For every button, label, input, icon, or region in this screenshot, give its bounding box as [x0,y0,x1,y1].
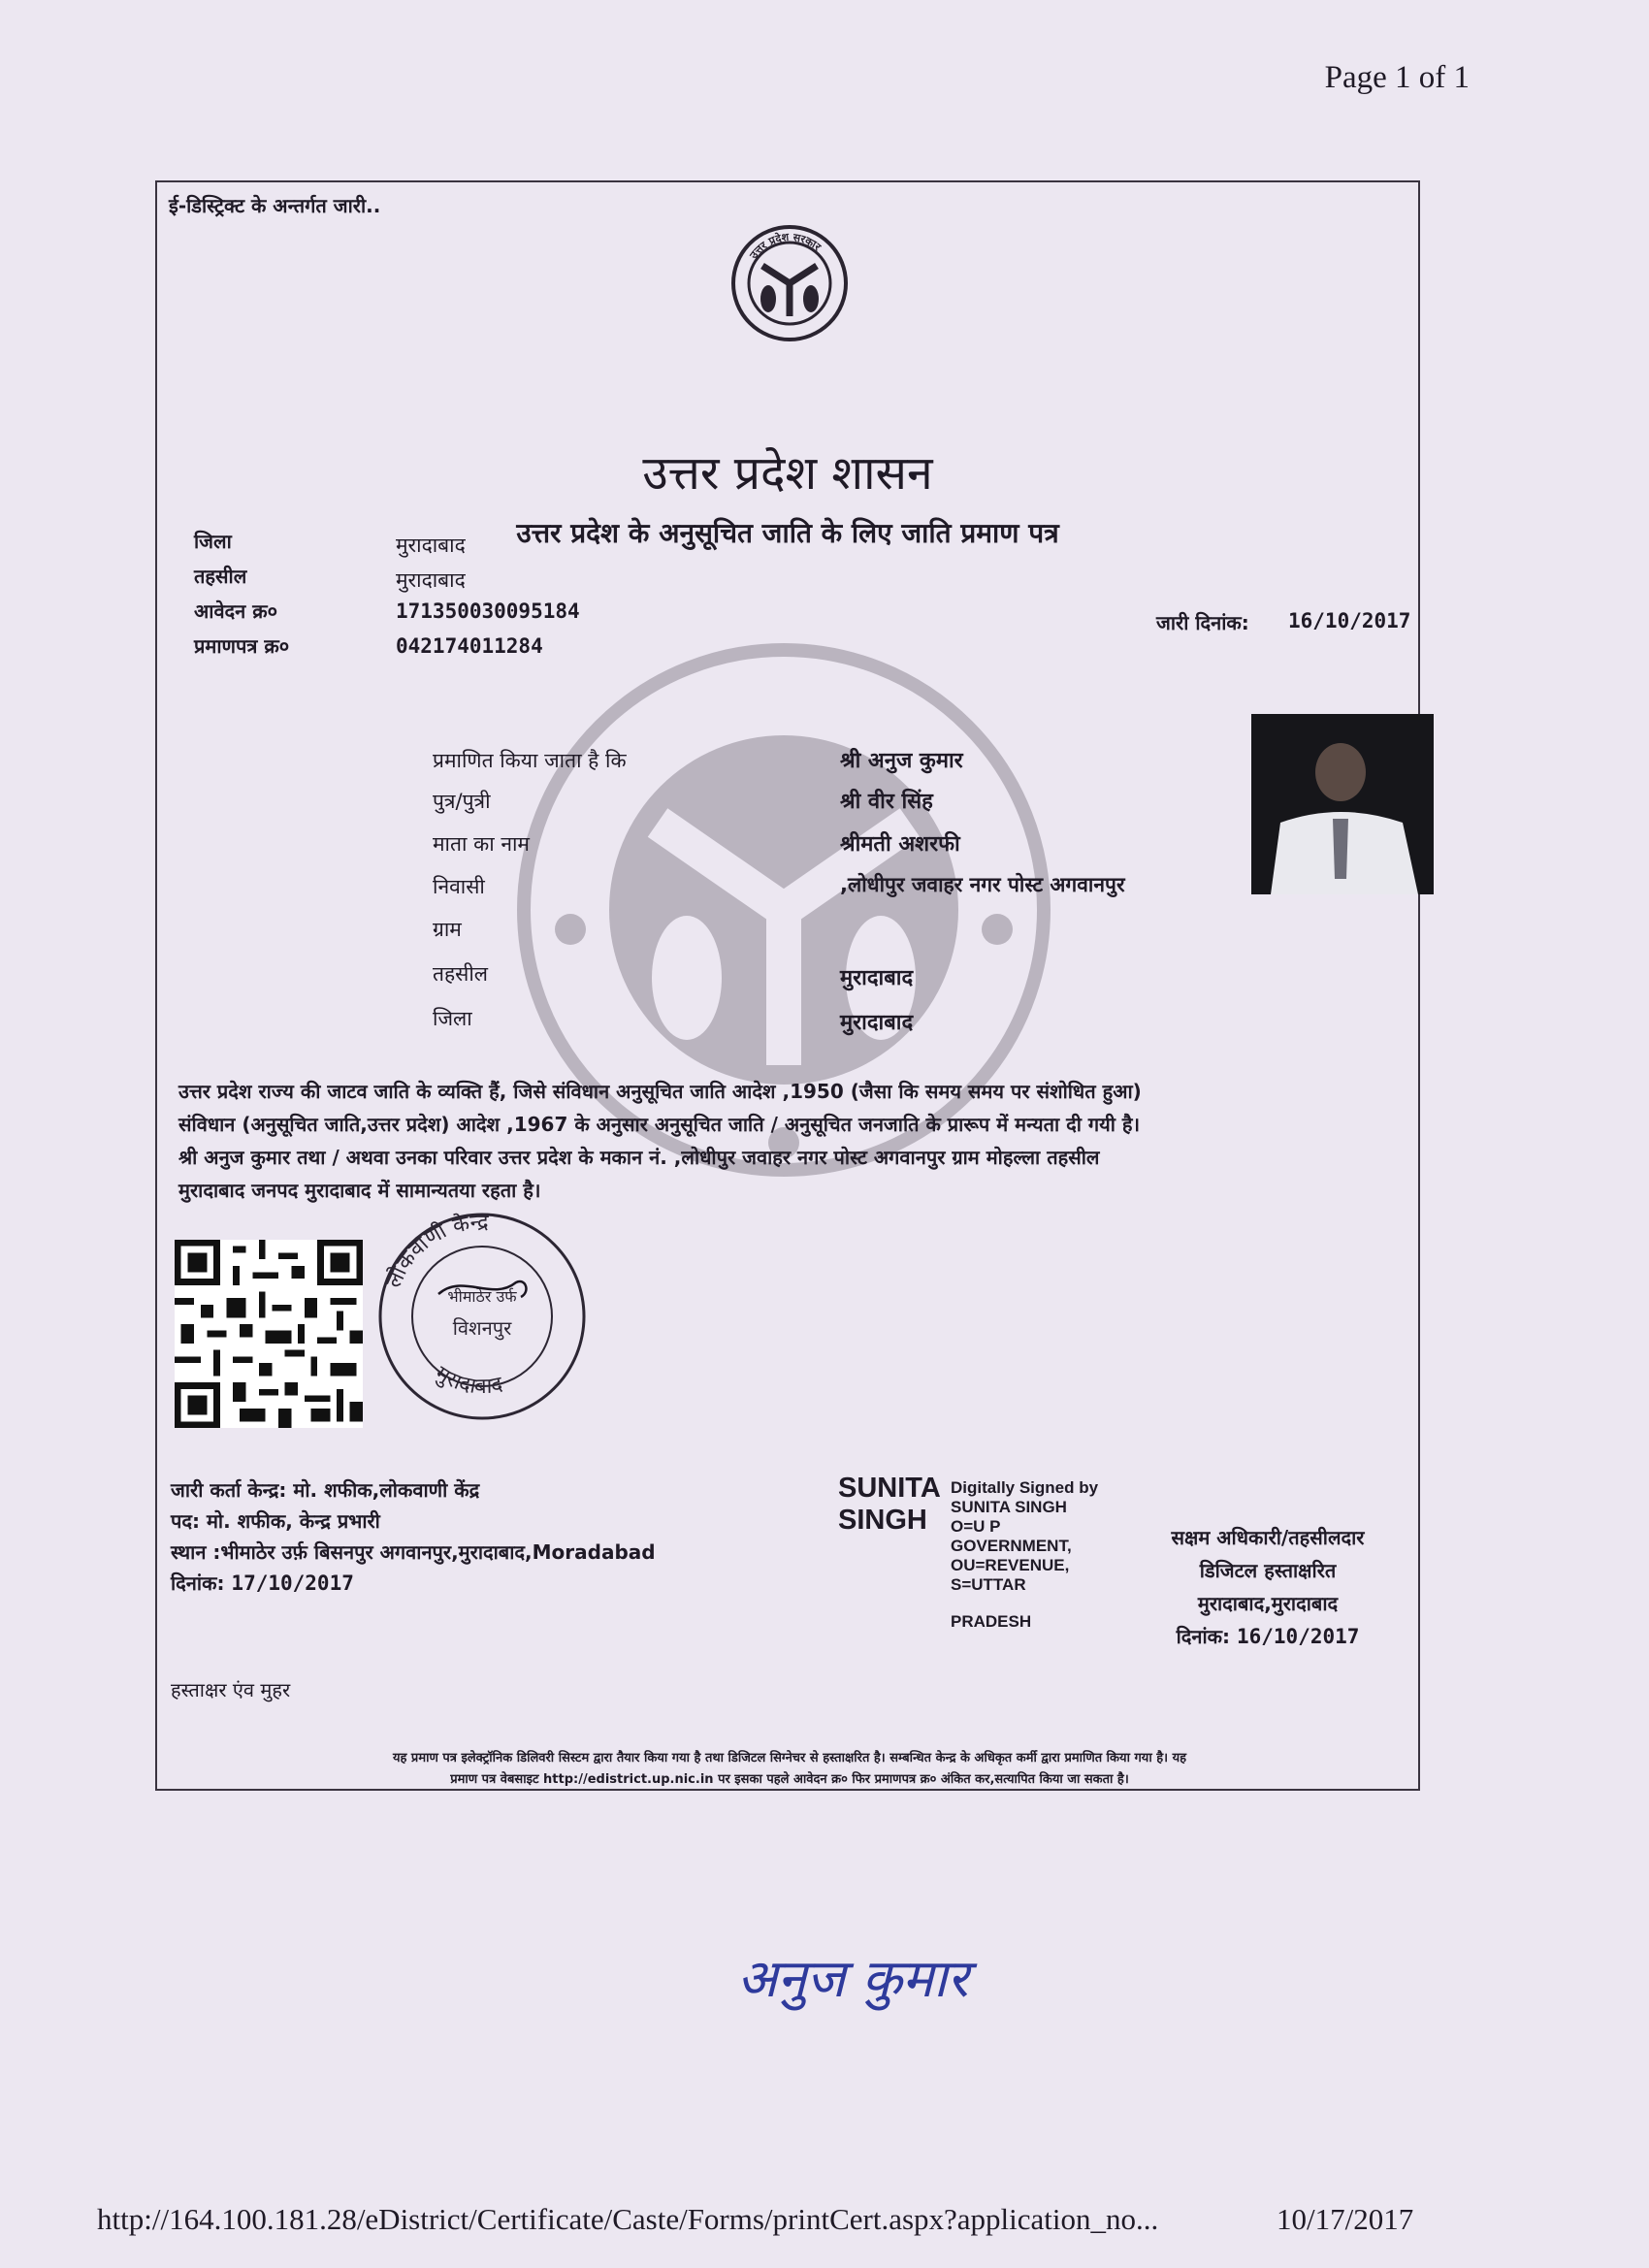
authority-sign-type: डिजिटल हस्ताक्षरित [1199,1559,1337,1582]
signature-detail: OU=REVENUE, [951,1556,1070,1574]
page-number: Page 1 of 1 [1324,60,1470,95]
issuer-post: पद: मो. शफीक, केन्द्र प्रभारी [171,1509,380,1533]
certificate-no-value: 042174011284 [396,634,543,658]
statement-line: श्री अनुज कुमार तथा / अथवा उनका परिवार उत्तर प्रदेश के मकान नं. ,लोधीपुर जवाहर नगर पोस्ट अगवानपुर ग्राम मोहल्ला तहसील [178,1146,1100,1169]
parent-label: पुत्र/पुत्री [433,790,491,813]
signature-name-line: SUNITA [838,1473,941,1504]
detail-tehsil-value: मुरादाबाद [840,966,914,990]
stamp-middle-text: भीमाठेर उर्फ [447,1287,517,1306]
signature-detail: SUNITA SINGH [951,1498,1067,1516]
issuer-date-label: दिनांक: [171,1571,225,1595]
tehsil-label: तहसील [194,565,247,588]
center-stamp-icon [371,1205,594,1428]
print-url: http://164.100.181.28/eDistrict/Certificate/Caste/Forms/printCert.aspx?application_no... [97,2202,1159,2236]
issue-date-value: 16/10/2017 [1288,609,1411,632]
certificate-title: उत्तर प्रदेश शासन [642,446,933,501]
issuer-place: स्थान :भीमाठेर उर्फ़ बिसनपुर अगवानपुर,मुरादाबाद,Moradabad [171,1540,656,1564]
certificate-subtitle: उत्तर प्रदेश के अनुसूचित जाति के लिए जाति प्रमाण पत्र [516,517,1059,549]
statement-line: संविधान (अनुसूचित जाति,उत्तर प्रदेश) आदेश ,1967 के अनुसार अनुसूचित जाति / अनुसूचित जनजाति के प्रारूप में मन्यता दी गयी है। [178,1113,1141,1136]
signature-detail: GOVERNMENT, [951,1537,1072,1555]
mother-name: श्रीमती अशरफी [840,832,960,857]
signature-detail: S=UTTAR [951,1575,1026,1594]
stamp-top-text: लोकवाणी केन्द्र [381,1210,489,1292]
verification-line: प्रमाण पत्र वेबसाइट http://edistrict.up.nic.in पर इसका पहले आवेदन क्र० फिर प्रमाणपत्र क्र० अंकित कर,सत्यापित किया जा सकता है। [450,1772,1129,1787]
certificate-no-label: प्रमाणपत्र क्र० [194,634,290,658]
mother-label: माता का नाम [433,832,530,856]
digital-signature-name [838,1473,941,1537]
signature-detail: PRADESH [951,1612,1032,1631]
authority-date-label: दिनांक: [1176,1625,1231,1648]
applicant-photo [1251,714,1434,894]
father-name: श्री वीर सिंह [840,790,933,814]
svg-text:मुरादाबाद [431,1362,504,1400]
stamp-bottom-text: मुरादाबाद [431,1361,505,1400]
digital-signature-details [951,1478,1098,1632]
application-no-value: 171350030095184 [396,599,580,623]
certificate-statement [178,1075,1420,1207]
district-value: मुरादाबाद [396,534,466,557]
authority-date: 16/10/2017 [1236,1625,1360,1648]
print-date: 10/17/2017 [1277,2202,1414,2236]
certified-label: प्रमाणित किया जाता है कि [433,749,627,772]
caste-certificate [155,180,1420,1791]
issue-date-label: जारी दिनांक: [1156,611,1249,634]
resident-label: निवासी [433,875,485,898]
authority-designation: सक्षम अधिकारी/तहसीलदार [1171,1526,1365,1549]
village-label: ग्राम [433,918,462,941]
emblem-text: उत्तर प्रदेश सरकार [747,230,824,262]
header-note: ई-डिस्ट्रिक्ट के अन्तर्गत जारी.. [169,194,381,217]
signature-detail: O=U P [951,1517,1001,1536]
statement-line: मुरादाबाद जनपद मुरादाबाद में सामान्यतया रहता है। [178,1179,541,1202]
detail-district-value: मुरादाबाद [840,1011,914,1035]
detail-district-label: जिला [433,1007,472,1030]
application-no-label: आवेदन क्र० [194,599,278,623]
statement-line: उत्तर प्रदेश राज्य की जाटव जाति के व्यक्ति हैं, जिसे संविधान अनुसूचित जाति आदेश ,1950 (जैसा कि समय समय पर संशोधित हुआ) [178,1080,1142,1103]
detail-tehsil-label: तहसील [433,962,488,986]
authority-place: मुरादाबाद,मुरादाबाद [1197,1592,1339,1615]
issuer-block [171,1474,656,1599]
tehsil-value: मुरादाबाद [396,568,466,592]
stamp-village-text: विशनपुर [452,1316,512,1340]
authority-block [1127,1521,1408,1653]
applicant-name: श्री अनुज कुमार [840,749,963,773]
svg-text:लोकवाणी केन्द्र [381,1211,489,1292]
issuer-date: 17/10/2017 [231,1571,354,1595]
verification-note [177,1748,1403,1791]
signature-detail: Digitally Signed by [951,1478,1099,1497]
handwritten-signature: अनुज कुमार [737,1948,969,2009]
sign-and-seal-label: हस्ताक्षर एंव मुहर [171,1678,291,1701]
signature-name-line: SINGH [838,1505,927,1536]
resident-value: ,लोधीपुर जवाहर नगर पोस्ट अगवानपुर [840,873,1125,896]
qr-code [175,1240,363,1428]
issuer-center: जारी कर्ता केन्द्र: मो. शफीक,लोकवाणी केंद्र [171,1478,480,1502]
verification-line: यह प्रमाण पत्र इलेक्ट्रॉनिक डिलिवरी सिस्टम द्वारा तैयार किया गया है तथा डिजिटल सिग्नेचर से हस्ताक्षरित है। सम्बन्धित केन्द्र के अधिकृत कर्मी द्वारा प्रमाणित किया गया है। यह [392,1751,1187,1766]
up-emblem-icon [729,223,850,343]
district-label: जिला [194,530,232,553]
